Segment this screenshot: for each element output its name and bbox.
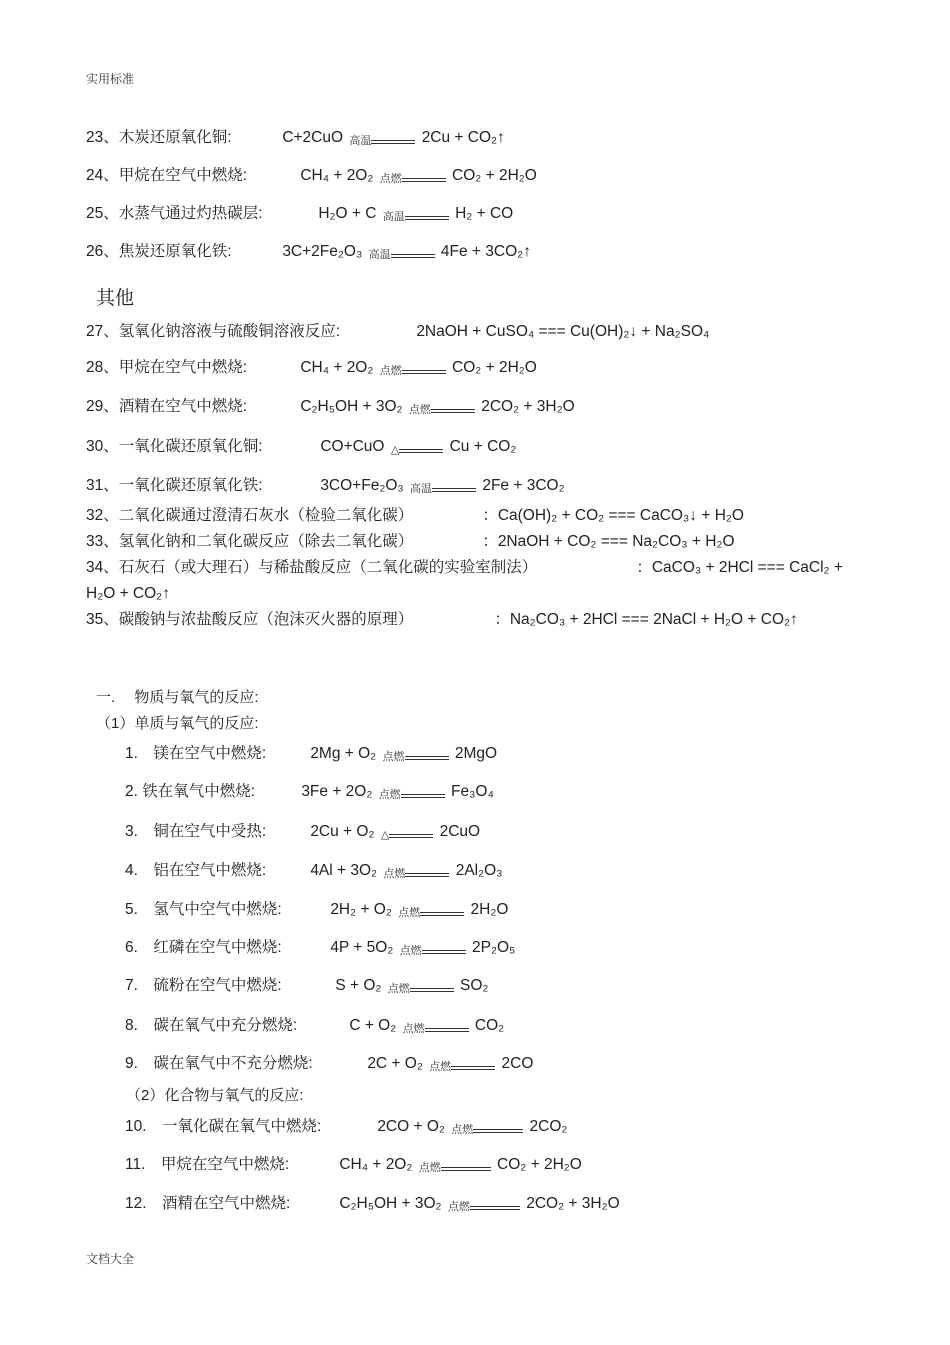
reaction-label: 12. 酒精在空气中燃烧: [125,1195,291,1212]
reaction-line [86,558,843,578]
subsection-heading: （2）化合物与氧气的反应: [126,1087,304,1104]
products: 2H₂O [470,901,509,918]
reaction-line [125,822,480,844]
reactants: CH₄ + 2O₂ [300,167,374,184]
equation-sign [383,863,449,883]
equation-sign [381,824,433,844]
condition: 点燃 [379,365,402,377]
reaction-label: 4. 铝在空气中燃烧: [125,862,267,879]
equation-sign [429,1056,495,1076]
section-heading: 一. 物质与氧气的反应: [96,689,259,706]
equation-sign [388,978,454,998]
condition: 点燃 [378,789,401,801]
reaction-line [86,610,798,630]
reaction-label: 7. 硫粉在空气中燃烧: [125,977,282,994]
reactants: 2Mg + O₂ [310,745,377,762]
reaction-line [86,322,709,342]
reaction-label: 27、氢氧化钠溶液与硫酸铜溶液反应: [86,323,341,340]
products: 2CuO [439,823,481,840]
condition: 点燃 [447,1201,470,1213]
condition: 高温 [382,211,405,223]
reaction-label: 25、水蒸气通过灼热碳层: [86,205,263,222]
subsection-heading: （1）单质与氧气的反应: [96,715,259,732]
equation-sign [451,1119,523,1139]
condition: 点燃 [398,907,421,919]
reaction-label: 6. 红磷在空气中燃烧: [125,939,282,956]
reactants: 3Fe + 2O₂ [301,783,373,800]
condition: 高温 [410,483,433,495]
equation: ：Ca(OH)₂ + CO₂ === CaCO₃↓ + H₂O [482,507,744,524]
equation: H₂O + CO₂↑ [86,585,170,602]
reactants: 2Cu + O₂ [310,823,375,840]
condition: 点燃 [387,983,410,995]
condition: 点燃 [429,1061,452,1073]
condition: 点燃 [451,1124,474,1136]
reaction-line [86,437,516,459]
reaction-label: 32、二氧化碳通过澄清石灰水（检验二氧化碳） [86,507,414,524]
condition: 点燃 [382,751,405,763]
condition: 点燃 [418,1162,441,1174]
condition: 点燃 [399,945,422,957]
reaction-line [125,782,494,804]
reaction-label: 24、甲烷在空气中燃烧: [86,167,248,184]
condition: 点燃 [379,173,402,185]
reactants: C₂H₅OH + 3O₂ [300,398,403,415]
equation: ：Na₂CO₃ + 2HCl === 2NaCl + H₂O + CO₂↑ [494,611,798,628]
equation-sign [419,1157,491,1177]
reactants: C+2CuO [282,129,344,146]
condition: 点燃 [383,868,406,880]
reaction-label: 26、焦炭还原氧化铁: [86,243,232,260]
page-header: 实用标准 [86,72,135,86]
reactants: H₂O + C [318,205,377,222]
equation-sign [400,940,466,960]
reactants: 3C+2Fe₂O₃ [282,243,363,260]
condition: △ [390,444,400,456]
equation: 2NaOH + CuSO₄ === Cu(OH)₂↓ + Na₂SO₄ [416,323,710,340]
condition: 点燃 [402,1023,425,1035]
equation-sign [349,130,415,150]
reactants: C₂H₅OH + 3O₂ [339,1195,442,1212]
equation-sign [380,360,446,380]
products: 2Fe + 3CO₂ [482,477,565,494]
products: CO₂ + 2H₂O [452,359,537,376]
reaction-line [86,242,531,264]
reaction-line [125,938,515,960]
equation-sign [398,902,464,922]
reaction-line [125,1155,582,1177]
reaction-line [125,1016,504,1038]
reaction-label: 34、石灰石（或大理石）与稀盐酸反应（二氧化碳的实验室制法） [86,559,538,576]
reaction-label: 10. 一氧化碳在氧气中燃烧: [125,1118,322,1135]
reactants: S + O₂ [335,977,382,994]
reactants: 3CO+Fe₂O₃ [320,477,404,494]
products: 2MgO [454,745,498,762]
equation-sign [383,746,449,766]
reaction-line [86,532,735,552]
reactants: 2C + O₂ [367,1055,423,1072]
reaction-line [125,1194,620,1216]
equation: ：CaCO₃ + 2HCl === CaCl₂ + [636,559,843,576]
page-footer: 文档大全 [86,1252,135,1266]
reaction-label: 11. 甲烷在空气中燃烧: [125,1156,290,1173]
reaction-label: 9. 碳在氧气中不充分燃烧: [125,1055,313,1072]
reactants: 4Al + 3O₂ [310,862,378,879]
equation-sign [410,478,476,498]
reaction-line [125,1054,533,1076]
reaction-label: 31、一氧化碳还原氧化铁: [86,477,263,494]
reaction-label: 29、酒精在空气中燃烧: [86,398,248,415]
products: Fe₃O₄ [451,783,494,800]
reaction-label: 30、一氧化碳还原氧化铜: [86,438,263,455]
equation-sign [403,1018,469,1038]
reactants: C + O₂ [349,1017,397,1034]
products: CO₂ + 2H₂O [452,167,537,184]
equation-sign [379,784,445,804]
reactants: CH₄ + 2O₂ [339,1156,413,1173]
condition: △ [380,829,390,841]
reaction-line [125,1117,567,1139]
reaction-label: 3. 铜在空气中受热: [125,823,267,840]
products: 2CO₂ + 3H₂O [481,398,575,415]
reaction-line [86,166,537,188]
equation-sign [448,1196,520,1216]
reaction-label: 33、氢氧化钠和二氧化碳反应（除去二氧化碳） [86,533,414,550]
products: 2CO [501,1055,534,1072]
equation-sign [383,206,449,226]
equation-sign [380,168,446,188]
products: CO₂ + 2H₂O [497,1156,582,1173]
products: 2P₂O₅ [471,939,516,956]
products: 4Fe + 3CO₂↑ [440,243,531,260]
reactants: 2H₂ + O₂ [330,901,392,918]
reaction-line-continued [86,584,170,604]
products: SO₂ [460,977,489,994]
reaction-label: 28、甲烷在空气中燃烧: [86,359,248,376]
reaction-line [125,976,488,998]
products: CO₂ [474,1017,505,1034]
condition: 高温 [349,135,372,147]
reaction-label: 2. 铁在氧气中燃烧: [125,783,256,800]
reactants: 4P + 5O₂ [330,939,394,956]
equation: ：2NaOH + CO₂ === Na₂CO₃ + H₂O [482,533,735,550]
reaction-label: 5. 氢气中空气中燃烧: [125,901,282,918]
reaction-line [86,358,537,380]
products: 2CO₂ + 3H₂O [526,1195,620,1212]
reaction-line [86,397,575,419]
reaction-label: 23、木炭还原氧化铜: [86,129,232,146]
reactants: CO+CuO [320,438,385,455]
condition: 点燃 [408,404,431,416]
products: Cu + CO₂ [449,438,517,455]
products: 2Al₂O₃ [455,862,503,879]
reaction-line [125,861,503,883]
reactants: CH₄ + 2O₂ [300,359,374,376]
reactants: 2CO + O₂ [377,1118,445,1135]
condition: 高温 [368,249,391,261]
reaction-label: 8. 碳在氧气中充分燃烧: [125,1017,298,1034]
reaction-label: 1. 镁在空气中燃烧: [125,745,267,762]
reaction-line [86,506,744,526]
reaction-line [125,744,497,766]
reaction-line [125,900,508,922]
reaction-label: 35、碳酸钠与浓盐酸反应（泡沫灭火器的原理） [86,611,414,628]
reaction-line [86,204,513,226]
products: H₂ + CO [455,205,514,222]
equation-sign [391,439,443,459]
equation-sign [369,244,435,264]
reaction-line [86,476,565,498]
section-heading: 其他 [96,287,135,309]
reaction-line [86,128,505,150]
products: 2CO₂ [529,1118,568,1135]
products: 2Cu + CO₂↑ [421,129,505,146]
equation-sign [409,399,475,419]
